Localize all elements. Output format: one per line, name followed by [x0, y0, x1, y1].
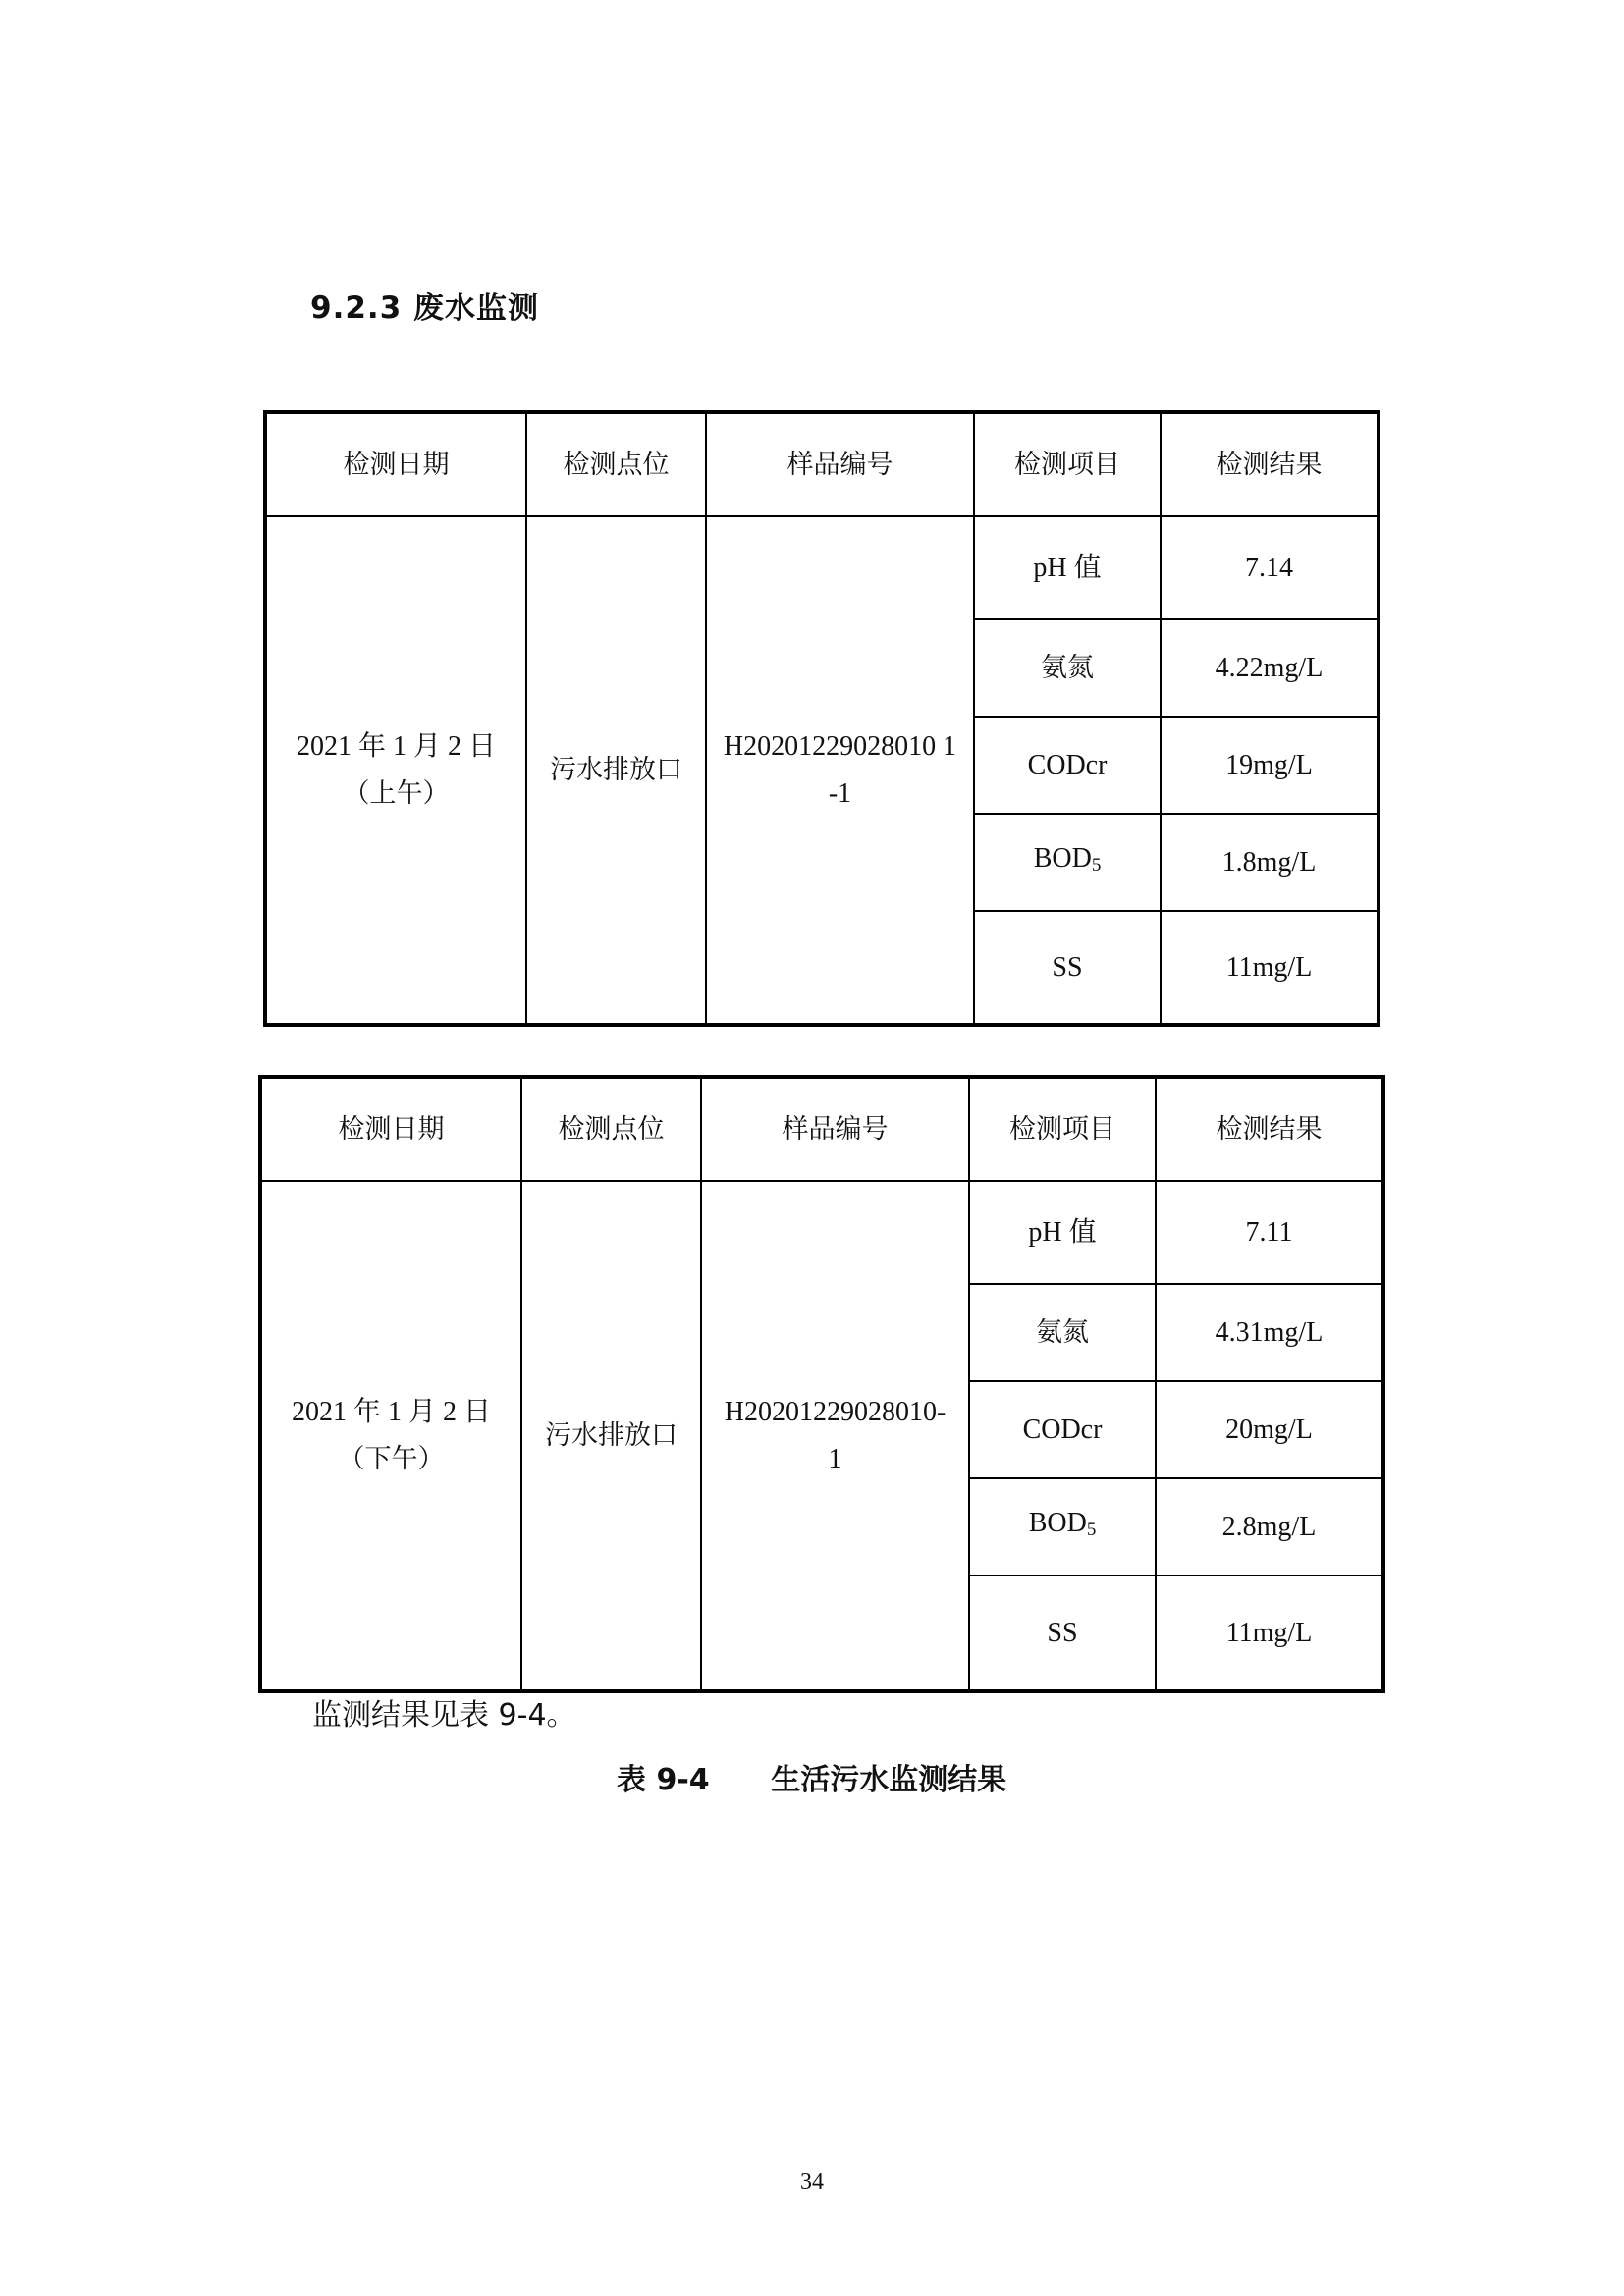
header-date: 检测日期	[265, 412, 526, 516]
item-cell: CODcr	[974, 717, 1161, 814]
header-date: 检测日期	[260, 1077, 521, 1181]
item-cell: 氨氮	[974, 619, 1161, 717]
item-name: BOD	[1028, 1508, 1087, 1538]
result-cell: 20mg/L	[1156, 1381, 1383, 1478]
date-cell	[260, 1181, 521, 1691]
result-cell: 4.31mg/L	[1156, 1284, 1383, 1381]
header-location: 检测点位	[521, 1077, 701, 1181]
sample-id-line-1: H20201229028010 1	[723, 730, 957, 762]
result-cell: 7.14	[1161, 516, 1379, 619]
sample-id-line-2: -1	[828, 777, 852, 809]
result-cell: 11mg/L	[1156, 1575, 1383, 1691]
table-header-row	[260, 1077, 1383, 1181]
sample-id-cell	[706, 516, 974, 1025]
item-cell: CODcr	[969, 1381, 1156, 1478]
item-cell	[974, 814, 1161, 911]
result-cell: 1.8mg/L	[1161, 814, 1379, 911]
time-of-day: （上午）	[343, 777, 450, 809]
section-heading: 9.2.3 废水监测	[310, 291, 540, 326]
table-row	[265, 516, 1379, 619]
page-number: 34	[800, 2169, 824, 2195]
location-cell: 污水排放口	[521, 1181, 701, 1691]
result-cell: 11mg/L	[1161, 911, 1379, 1025]
wastewater-table-morning	[263, 410, 1380, 1027]
item-cell: pH 值	[974, 516, 1161, 619]
table-row	[260, 1181, 1383, 1284]
time-of-day: （下午）	[338, 1443, 445, 1474]
header-location: 检测点位	[526, 412, 706, 516]
sample-id-line-2: 1	[828, 1443, 842, 1474]
body-text: 监测结果见表 9-4。	[312, 1698, 576, 1733]
result-cell: 7.11	[1156, 1181, 1383, 1284]
sample-id-cell	[701, 1181, 969, 1691]
item-subscript: 5	[1091, 855, 1102, 876]
header-sample-id: 样品编号	[701, 1077, 969, 1181]
header-result: 检测结果	[1161, 412, 1379, 516]
location-cell: 污水排放口	[526, 516, 706, 1025]
wastewater-table-afternoon	[258, 1075, 1385, 1693]
header-item: 检测项目	[969, 1077, 1156, 1181]
item-subscript: 5	[1086, 1520, 1097, 1540]
item-cell: SS	[969, 1575, 1156, 1691]
result-cell: 4.22mg/L	[1161, 619, 1379, 717]
date-cell	[265, 516, 526, 1025]
result-cell: 19mg/L	[1161, 717, 1379, 814]
item-name: BOD	[1033, 843, 1092, 874]
result-cell: 2.8mg/L	[1156, 1478, 1383, 1575]
item-cell: 氨氮	[969, 1284, 1156, 1381]
sample-id-line-1: H20201229028010-	[724, 1396, 947, 1427]
table-caption: 表 9-4 生活污水监测结果	[617, 1763, 1007, 1797]
date-text: 2021 年 1 月 2 日	[291, 1396, 491, 1427]
header-item: 检测项目	[974, 412, 1161, 516]
date-text: 2021 年 1 月 2 日	[296, 730, 496, 762]
header-result: 检测结果	[1156, 1077, 1383, 1181]
table-header-row	[265, 412, 1379, 516]
item-cell: SS	[974, 911, 1161, 1025]
header-sample-id: 样品编号	[706, 412, 974, 516]
item-cell	[969, 1478, 1156, 1575]
item-cell: pH 值	[969, 1181, 1156, 1284]
